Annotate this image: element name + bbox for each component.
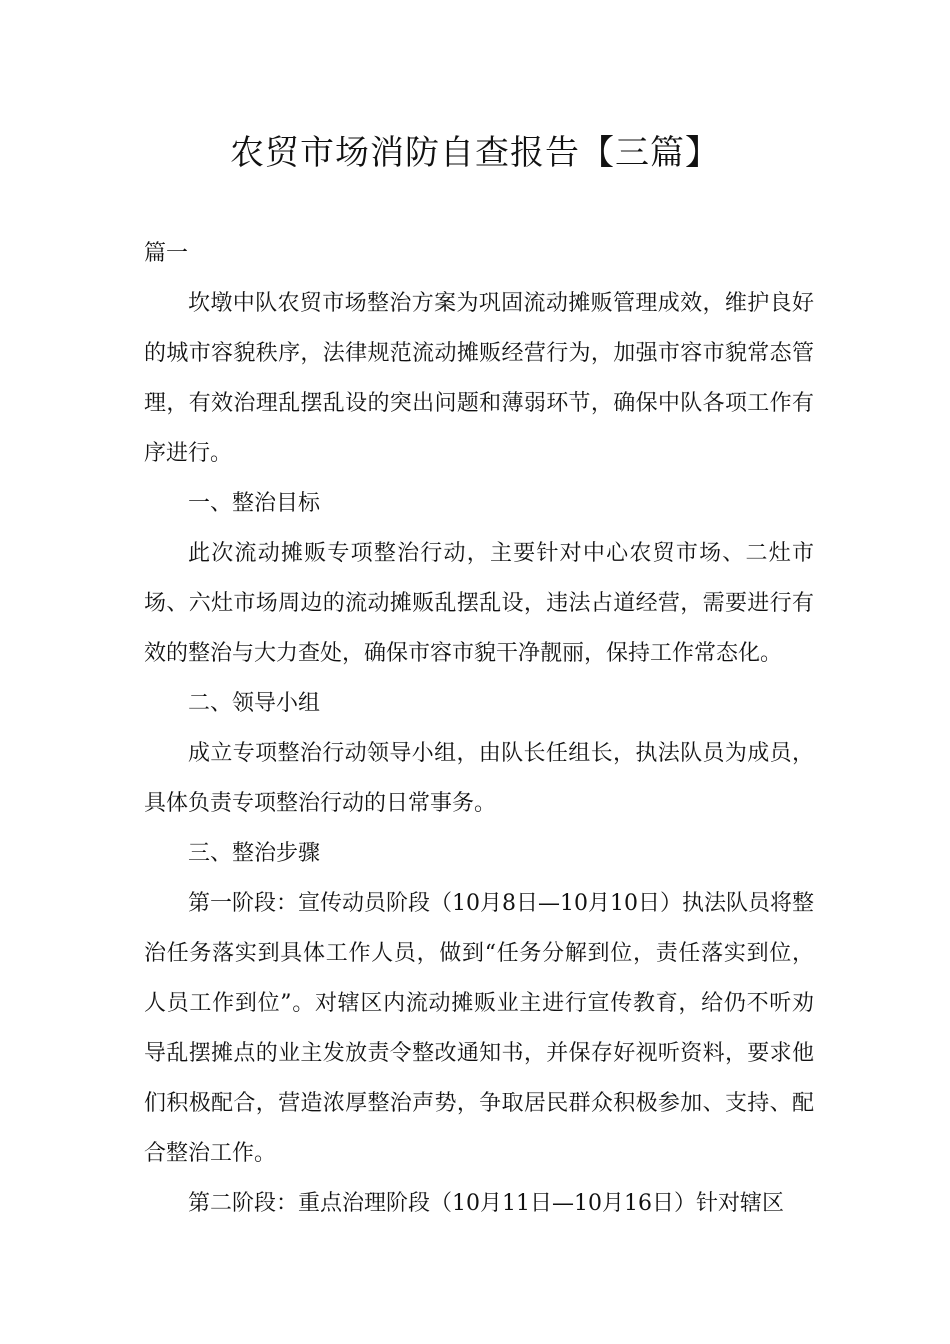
document-body [144,229,814,1229]
paragraph-intro: 坎墩中队农贸市场整治方案为巩固流动摊贩管理成效，维护良好的城市容貌秩序，法律规范流动摊贩经营行为，加强市容市貌常态管理，有效治理乱摆乱设的突出问题和薄弱环节，确保中队各项工作有序进行。 [144,291,814,466]
heading-goal: 一、整治目标 [188,491,321,516]
document-title: 农贸市场消防自查报告【三篇】 [230,133,720,173]
paragraph-step-one: 第一阶段：宣传动员阶段（10月8日—10月10日）执法队员将整治任务落实到具体工作人员，做到“任务分解到位，责任落实到位，人员工作到位”。对辖区内流动摊贩业主进行宣传教育，给仍不听劝导乱摆摊点的业主发放责令整改通知书，并保存好视听资料，要求他们积极配合，营造浓厚整治声势，争取居民群众积极参加、支持、配合整治工作。 [144,891,814,1166]
heading-leadership: 二、领导小组 [188,691,321,716]
paragraph-goal: 此次流动摊贩专项整治行动，主要针对中心农贸市场、二灶市场、六灶市场周边的流动摊贩乱摆乱设，违法占道经营，需要进行有效的整治与大力查处，确保市容市貌干净靓丽，保持工作常态化。 [144,541,814,666]
paragraph-step-two: 第二阶段：重点治理阶段（10月11日—10月16日）针对辖区 [188,1191,784,1216]
paragraph-leadership: 成立专项整治行动领导小组，由队长任组长，执法队员为成员，具体负责专项整治行动的日常事务。 [144,741,814,816]
section-label: 篇一 [144,241,189,266]
heading-steps: 三、整治步骤 [188,841,321,866]
